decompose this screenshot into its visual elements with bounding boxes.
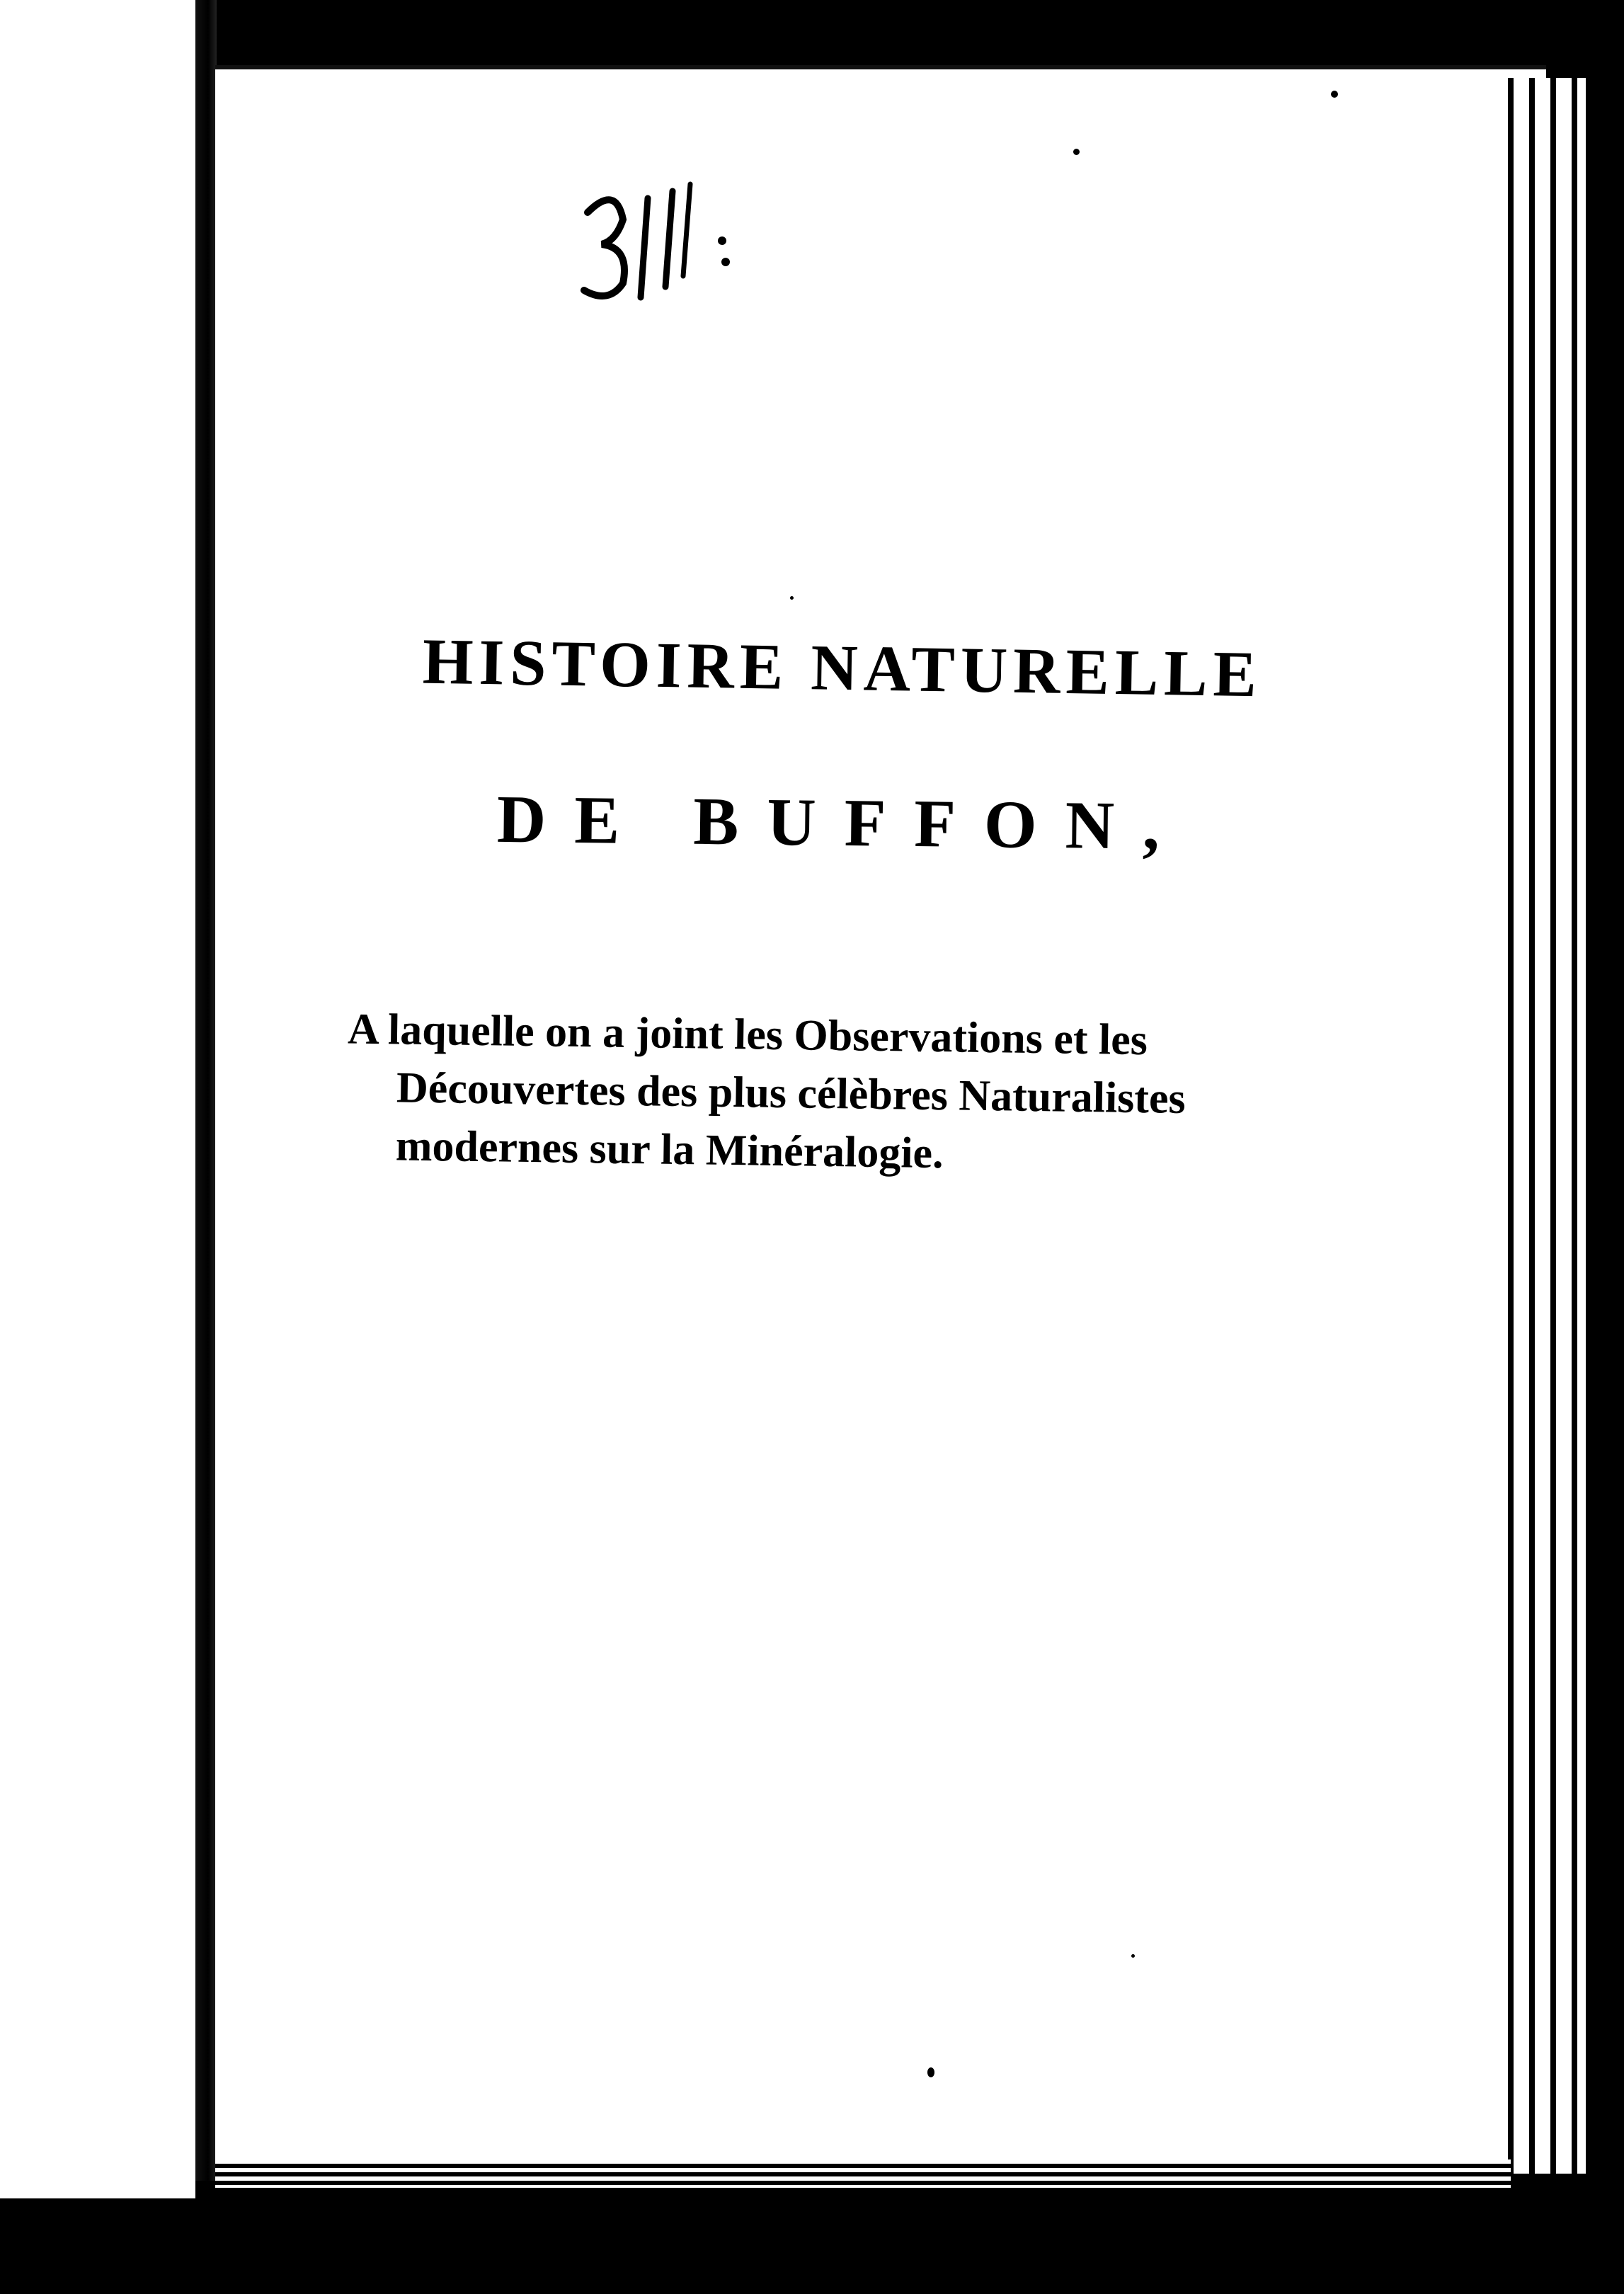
main-title: HISTOIRE NATURELLE	[422, 624, 1263, 711]
page-edge-bottom	[215, 2159, 1511, 2188]
speck	[1331, 91, 1338, 98]
author-line: DE BUFFON,	[496, 780, 1189, 864]
speck	[1131, 1954, 1135, 1958]
facing-page	[0, 0, 195, 2198]
subtitle-paragraph: A laquelle on a joint les Observations et les Découvertes des plus célèbres Naturalistes modernes sur la Minéralogie.	[347, 1005, 1186, 1178]
speck	[927, 2067, 934, 2077]
handwritten-shelf-mark	[573, 156, 786, 326]
speck	[790, 596, 794, 600]
page-edge-right	[1501, 78, 1586, 2174]
gutter	[195, 0, 217, 2181]
speck	[1073, 149, 1080, 155]
title-block	[311, 624, 1373, 864]
